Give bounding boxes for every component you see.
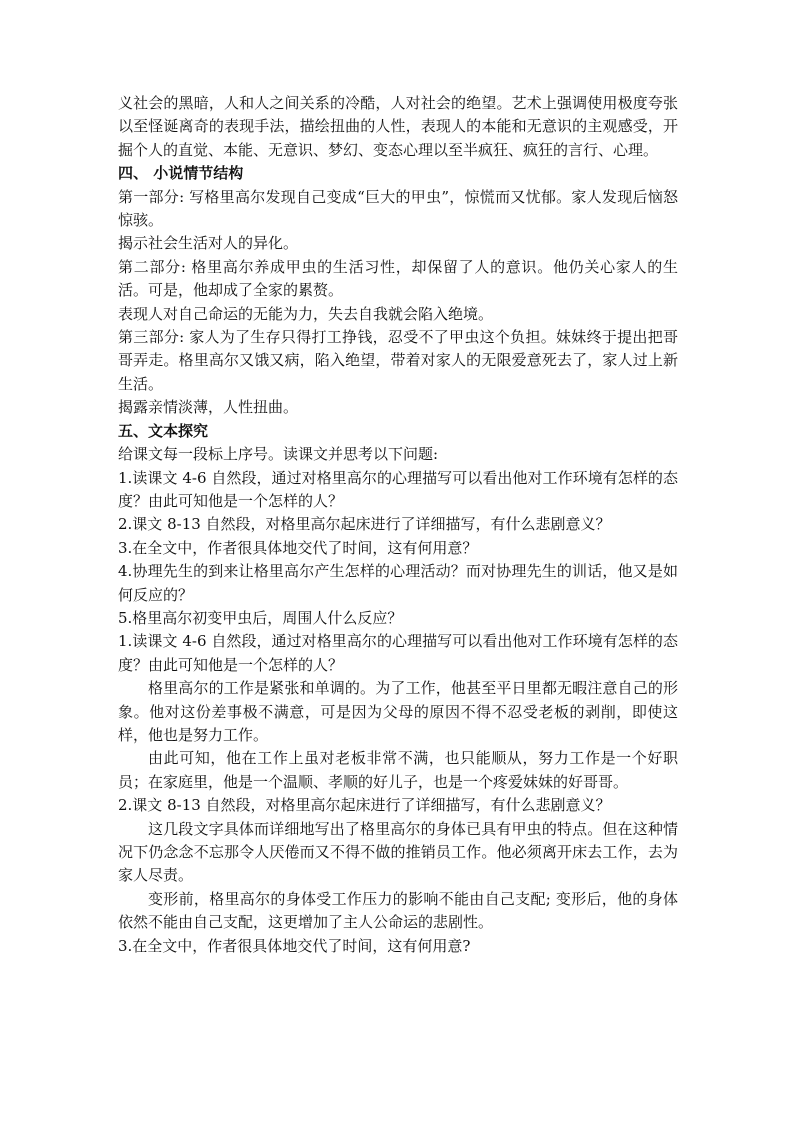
answer-2-question: 2.课文 8-13 自然段，对格里高尔起床进行了详细描写，有什么悲剧意义？ bbox=[118, 796, 611, 815]
intro-paragraph: 义社会的黑暗，人和人之间关系的冷酷，人对社会的绝望。艺术上强调使用极度夸张以至怪诞离奇的表现手法，描绘扭曲的人性，表现人的本能和无意识的主观感受，开掘个人的直觉、本能、无意识、梦幻、变态心理以至半疯狂、疯狂的言行、心理。 bbox=[118, 94, 678, 159]
answer-2-paragraph-2: 变形前，格里高尔的身体受工作压力的影响不能由自己支配; 变形后，他的身体依然不能由自己支配，这更增加了主人公命运的悲剧性。 bbox=[118, 889, 678, 932]
plot-part-2-note: 表现人对自己命运的无能为力，失去自我就会陷入绝境。 bbox=[118, 304, 494, 323]
question-1: 1.读课文 4-6 自然段，通过对格里高尔的心理描写可以看出他对工作环境有怎样的态度？由此可知他是一个怎样的人？ bbox=[118, 468, 678, 510]
plot-part-2: 第二部分: 格里高尔养成甲虫的生活习性，却保留了人的意识。他仍关心家人的生活。可是，他却成了全家的累赘。 bbox=[118, 257, 678, 300]
plot-part-3: 第三部分: 家人为了生存只得打工挣钱，忍受不了甲虫这个负担。妹妹终于提出把哥哥弄走。格里高尔又饿又病，陷入绝望，带着对家人的无限爱意死去了，家人过上新生活。 bbox=[118, 328, 678, 393]
question-5: 5.格里高尔初变甲虫后，周围人什么反应？ bbox=[118, 608, 403, 627]
answer-2-paragraph-1: 这几段文字具体而详细地写出了格里高尔的身体已具有甲虫的特点。但在这种情况下仍念念不忘那令人厌倦而又不得不做的推销员工作。他必须离开床去工作，去为家人尽责。 bbox=[118, 819, 678, 885]
plot-part-3-note: 揭露亲情淡薄，人性扭曲。 bbox=[118, 398, 299, 417]
plot-part-1: 第一部分: 写格里高尔发现自己变成“巨大的甲虫”，惊慌而又忧郁。家人发现后恼怒惊骇。 bbox=[118, 187, 678, 230]
inquiry-instruction: 给课文每一段标上序号。读课文并思考以下问题: bbox=[118, 445, 439, 464]
answer-3-question: 3.在全文中，作者很具体地交代了时间，这有何用意? bbox=[118, 936, 471, 955]
section-heading-text-inquiry: 五、文本探究 bbox=[118, 421, 209, 440]
question-2: 2.课文 8-13 自然段，对格里高尔起床进行了详细描写，有什么悲剧意义？ bbox=[118, 515, 611, 534]
question-3: 3.在全文中，作者很具体地交代了时间，这有何用意？ bbox=[118, 538, 478, 557]
answer-1-question: 1.读课文 4-6 自然段，通过对格里高尔的心理描写可以看出他对工作环境有怎样的态度？由此可知他是一个怎样的人？ bbox=[118, 632, 678, 674]
plot-part-1-note: 揭示社会生活对人的异化。 bbox=[118, 234, 299, 253]
answer-1-paragraph-1: 格里高尔的工作是紧张和单调的。为了工作，他甚至平日里都无暇注意自己的形象。他对这份差事极不满意，可是因为父母的原因不得不忍受老板的剥削，即使这样，他也是努力工作。 bbox=[118, 679, 678, 744]
section-heading-plot-structure: 四、 小说情节结构 bbox=[118, 164, 244, 183]
question-4: 4.协理先生的到来让格里高尔产生怎样的心理活动？而对协理先生的训话，他又是如何反应的？ bbox=[118, 562, 678, 604]
document-page bbox=[118, 92, 678, 958]
answer-1-paragraph-2: 由此可知，他在工作上虽对老板非常不满，也只能顺从，努力工作是一个好职员；在家庭里，他是一个温顺、孝顺的好儿子，也是一个疼爱妹妹的好哥哥。 bbox=[118, 749, 678, 791]
